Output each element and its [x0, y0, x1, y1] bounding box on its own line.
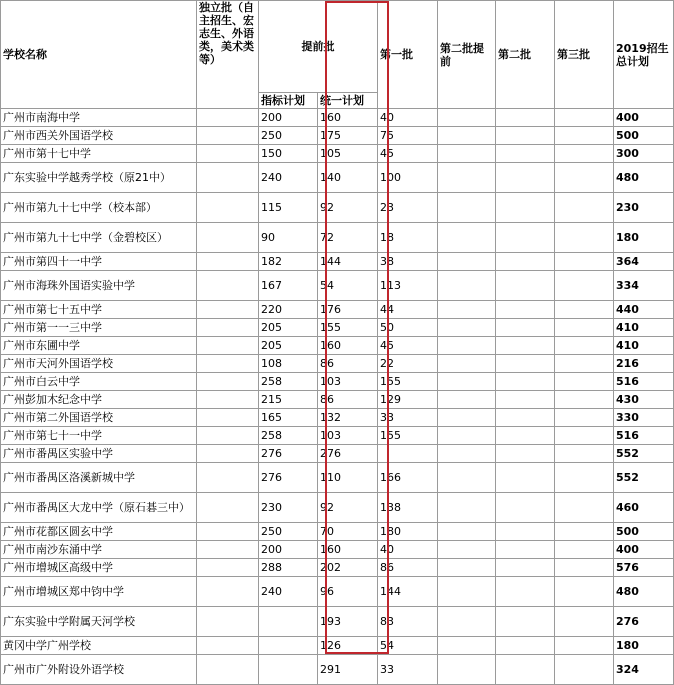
batch1-cell: 45: [378, 145, 438, 163]
independent-cell: [197, 559, 259, 577]
independent-cell: [197, 637, 259, 655]
header-early: 提前批: [259, 1, 378, 93]
unified-cell: 103: [318, 373, 378, 391]
school-name-cell: 广州市第四十一中学: [1, 253, 197, 271]
batch3-cell: [555, 271, 614, 301]
batch2-early-cell: [438, 559, 496, 577]
header-batch1: 第一批: [378, 1, 438, 109]
batch2-early-cell: [438, 271, 496, 301]
header-batch2-early: 第二批提前: [438, 1, 496, 109]
batch1-cell: 44: [378, 301, 438, 319]
quota-cell: 230: [259, 493, 318, 523]
total-cell: 400: [614, 541, 674, 559]
table-row: [1, 607, 674, 637]
independent-cell: [197, 427, 259, 445]
independent-cell: [197, 223, 259, 253]
batch2-early-cell: [438, 541, 496, 559]
total-cell: 364: [614, 253, 674, 271]
total-cell: 430: [614, 391, 674, 409]
school-name-cell: 广州市番禺区洛溪新城中学: [1, 463, 197, 493]
header-batch2: 第二批: [496, 1, 555, 109]
unified-cell: 103: [318, 427, 378, 445]
batch3-cell: [555, 655, 614, 685]
unified-cell: 276: [318, 445, 378, 463]
batch1-cell: 129: [378, 391, 438, 409]
table-row: [1, 319, 674, 337]
total-cell: 276: [614, 607, 674, 637]
quota-cell: 220: [259, 301, 318, 319]
unified-cell: 144: [318, 253, 378, 271]
batch2-early-cell: [438, 655, 496, 685]
batch1-cell: 18: [378, 223, 438, 253]
school-name-cell: 广东实验中学越秀学校（原21中）: [1, 163, 197, 193]
batch2-early-cell: [438, 355, 496, 373]
batch2-early-cell: [438, 145, 496, 163]
batch2-cell: [496, 145, 555, 163]
quota-cell: [259, 637, 318, 655]
independent-cell: [197, 463, 259, 493]
independent-cell: [197, 655, 259, 685]
header-quota: 指标计划: [259, 93, 318, 109]
batch3-cell: [555, 607, 614, 637]
total-cell: 500: [614, 127, 674, 145]
total-cell: 440: [614, 301, 674, 319]
table-row: [1, 127, 674, 145]
quota-cell: 250: [259, 127, 318, 145]
unified-cell: 193: [318, 607, 378, 637]
school-name-cell: 广州市增城区高级中学: [1, 559, 197, 577]
batch2-cell: [496, 655, 555, 685]
batch2-cell: [496, 319, 555, 337]
independent-cell: [197, 301, 259, 319]
school-name-cell: 广州市第二外国语学校: [1, 409, 197, 427]
batch1-cell: 138: [378, 493, 438, 523]
table-row: [1, 463, 674, 493]
batch3-cell: [555, 577, 614, 607]
unified-cell: 92: [318, 493, 378, 523]
quota-cell: 250: [259, 523, 318, 541]
unified-cell: 160: [318, 109, 378, 127]
unified-cell: 175: [318, 127, 378, 145]
table-row: [1, 523, 674, 541]
school-name-cell: 广州市广外附设外语学校: [1, 655, 197, 685]
school-name-cell: 广州市第九十七中学（校本部）: [1, 193, 197, 223]
batch1-cell: 33: [378, 409, 438, 427]
quota-cell: 115: [259, 193, 318, 223]
unified-cell: 96: [318, 577, 378, 607]
batch3-cell: [555, 541, 614, 559]
independent-cell: [197, 319, 259, 337]
batch3-cell: [555, 445, 614, 463]
batch3-cell: [555, 193, 614, 223]
total-cell: 552: [614, 445, 674, 463]
batch2-cell: [496, 523, 555, 541]
batch2-cell: [496, 559, 555, 577]
unified-cell: 160: [318, 541, 378, 559]
unified-cell: 86: [318, 391, 378, 409]
batch1-cell: 144: [378, 577, 438, 607]
table-row: [1, 271, 674, 301]
quota-cell: 90: [259, 223, 318, 253]
batch3-cell: [555, 253, 614, 271]
unified-cell: 155: [318, 319, 378, 337]
batch3-cell: [555, 109, 614, 127]
table-row: [1, 145, 674, 163]
batch3-cell: [555, 145, 614, 163]
batch2-early-cell: [438, 301, 496, 319]
independent-cell: [197, 577, 259, 607]
unified-cell: 202: [318, 559, 378, 577]
batch2-cell: [496, 637, 555, 655]
quota-cell: 288: [259, 559, 318, 577]
batch3-cell: [555, 409, 614, 427]
table-row: [1, 409, 674, 427]
table-row: [1, 637, 674, 655]
batch2-cell: [496, 271, 555, 301]
batch2-cell: [496, 301, 555, 319]
batch3-cell: [555, 427, 614, 445]
unified-cell: 92: [318, 193, 378, 223]
unified-cell: 176: [318, 301, 378, 319]
school-name-cell: 广州市海珠外国语实验中学: [1, 271, 197, 301]
quota-cell: 205: [259, 319, 318, 337]
table-row: [1, 355, 674, 373]
batch1-cell: 180: [378, 523, 438, 541]
independent-cell: [197, 109, 259, 127]
batch2-cell: [496, 127, 555, 145]
batch1-cell: 83: [378, 607, 438, 637]
school-name-cell: 广州市第七十五中学: [1, 301, 197, 319]
unified-cell: 70: [318, 523, 378, 541]
total-cell: 400: [614, 109, 674, 127]
batch2-cell: [496, 391, 555, 409]
total-cell: 480: [614, 163, 674, 193]
batch2-early-cell: [438, 319, 496, 337]
batch1-cell: [378, 445, 438, 463]
independent-cell: [197, 337, 259, 355]
quota-cell: 276: [259, 445, 318, 463]
quota-cell: 258: [259, 427, 318, 445]
independent-cell: [197, 373, 259, 391]
batch2-early-cell: [438, 463, 496, 493]
total-cell: 552: [614, 463, 674, 493]
school-name-cell: 广东实验中学附属天河学校: [1, 607, 197, 637]
batch2-cell: [496, 409, 555, 427]
batch2-early-cell: [438, 409, 496, 427]
batch3-cell: [555, 637, 614, 655]
table-row: [1, 193, 674, 223]
unified-cell: 105: [318, 145, 378, 163]
batch2-early-cell: [438, 493, 496, 523]
batch1-cell: 54: [378, 637, 438, 655]
batch2-early-cell: [438, 109, 496, 127]
batch1-cell: 45: [378, 337, 438, 355]
total-cell: 180: [614, 223, 674, 253]
unified-cell: 140: [318, 163, 378, 193]
batch2-cell: [496, 427, 555, 445]
school-name-cell: 广州市南沙东涌中学: [1, 541, 197, 559]
batch3-cell: [555, 301, 614, 319]
quota-cell: [259, 655, 318, 685]
total-cell: 410: [614, 337, 674, 355]
batch2-cell: [496, 373, 555, 391]
table-row: [1, 577, 674, 607]
unified-cell: 86: [318, 355, 378, 373]
total-cell: 500: [614, 523, 674, 541]
unified-cell: 72: [318, 223, 378, 253]
total-cell: 576: [614, 559, 674, 577]
quota-cell: 182: [259, 253, 318, 271]
batch2-early-cell: [438, 337, 496, 355]
school-name-cell: 广州市第一一三中学: [1, 319, 197, 337]
table-row: [1, 559, 674, 577]
school-name-cell: 广州市天河外国语学校: [1, 355, 197, 373]
batch2-early-cell: [438, 253, 496, 271]
batch2-early-cell: [438, 607, 496, 637]
batch2-early-cell: [438, 427, 496, 445]
batch3-cell: [555, 463, 614, 493]
school-name-cell: 广州市东圃中学: [1, 337, 197, 355]
table-row: [1, 373, 674, 391]
batch3-cell: [555, 223, 614, 253]
total-cell: 330: [614, 409, 674, 427]
batch3-cell: [555, 559, 614, 577]
table-row: [1, 391, 674, 409]
total-cell: 216: [614, 355, 674, 373]
batch2-cell: [496, 109, 555, 127]
batch1-cell: 40: [378, 109, 438, 127]
header-total: 2019招生总计划: [614, 1, 674, 109]
total-cell: 300: [614, 145, 674, 163]
quota-cell: 205: [259, 337, 318, 355]
total-cell: 324: [614, 655, 674, 685]
independent-cell: [197, 253, 259, 271]
school-name-cell: 广州市第七十一中学: [1, 427, 197, 445]
quota-cell: 215: [259, 391, 318, 409]
independent-cell: [197, 355, 259, 373]
batch1-cell: 40: [378, 541, 438, 559]
quota-cell: 200: [259, 541, 318, 559]
unified-cell: 160: [318, 337, 378, 355]
header-school: 学校名称: [1, 1, 197, 109]
independent-cell: [197, 493, 259, 523]
table-row: [1, 163, 674, 193]
total-cell: 460: [614, 493, 674, 523]
table-row: [1, 253, 674, 271]
batch2-early-cell: [438, 223, 496, 253]
unified-cell: 132: [318, 409, 378, 427]
school-name-cell: 广州市增城区郑中钧中学: [1, 577, 197, 607]
independent-cell: [197, 163, 259, 193]
quota-cell: 200: [259, 109, 318, 127]
table-row: [1, 427, 674, 445]
total-cell: 180: [614, 637, 674, 655]
table-row: [1, 655, 674, 685]
independent-cell: [197, 541, 259, 559]
quota-cell: 108: [259, 355, 318, 373]
school-name-cell: 广州市花都区圆玄中学: [1, 523, 197, 541]
batch2-cell: [496, 607, 555, 637]
table-row: [1, 223, 674, 253]
total-cell: 410: [614, 319, 674, 337]
table-row: [1, 301, 674, 319]
batch2-early-cell: [438, 127, 496, 145]
quota-cell: 258: [259, 373, 318, 391]
batch1-cell: 155: [378, 373, 438, 391]
batch2-cell: [496, 253, 555, 271]
independent-cell: [197, 391, 259, 409]
batch2-cell: [496, 355, 555, 373]
independent-cell: [197, 271, 259, 301]
batch2-cell: [496, 445, 555, 463]
batch2-early-cell: [438, 163, 496, 193]
school-name-cell: 广州市第九十七中学（金碧校区）: [1, 223, 197, 253]
header-independent: 独立批（自主招生、宏志生、外语类，美术类等）: [197, 1, 259, 109]
batch2-cell: [496, 493, 555, 523]
table-row: [1, 493, 674, 523]
unified-cell: 291: [318, 655, 378, 685]
unified-cell: 54: [318, 271, 378, 301]
batch3-cell: [555, 523, 614, 541]
batch3-cell: [555, 493, 614, 523]
batch3-cell: [555, 127, 614, 145]
table-row: [1, 445, 674, 463]
batch3-cell: [555, 373, 614, 391]
batch3-cell: [555, 337, 614, 355]
independent-cell: [197, 127, 259, 145]
batch2-cell: [496, 463, 555, 493]
batch2-cell: [496, 223, 555, 253]
quota-cell: 165: [259, 409, 318, 427]
batch2-early-cell: [438, 391, 496, 409]
quota-cell: 276: [259, 463, 318, 493]
quota-cell: [259, 607, 318, 637]
batch2-early-cell: [438, 577, 496, 607]
batch2-early-cell: [438, 523, 496, 541]
batch1-cell: 33: [378, 655, 438, 685]
batch2-cell: [496, 337, 555, 355]
batch2-early-cell: [438, 373, 496, 391]
batch1-cell: 23: [378, 193, 438, 223]
header-batch3: 第三批: [555, 1, 614, 109]
batch2-cell: [496, 577, 555, 607]
table-row: [1, 109, 674, 127]
independent-cell: [197, 523, 259, 541]
school-name-cell: 广州市番禺区大龙中学（原石碁三中）: [1, 493, 197, 523]
total-cell: 334: [614, 271, 674, 301]
quota-cell: 150: [259, 145, 318, 163]
school-name-cell: 黄冈中学广州学校: [1, 637, 197, 655]
school-name-cell: 广州市第十七中学: [1, 145, 197, 163]
unified-cell: 110: [318, 463, 378, 493]
batch2-early-cell: [438, 193, 496, 223]
batch1-cell: 50: [378, 319, 438, 337]
independent-cell: [197, 607, 259, 637]
independent-cell: [197, 145, 259, 163]
batch2-cell: [496, 541, 555, 559]
batch1-cell: 155: [378, 427, 438, 445]
total-cell: 516: [614, 427, 674, 445]
batch2-early-cell: [438, 637, 496, 655]
total-cell: 516: [614, 373, 674, 391]
total-cell: 230: [614, 193, 674, 223]
independent-cell: [197, 193, 259, 223]
independent-cell: [197, 445, 259, 463]
school-name-cell: 广州市西关外国语学校: [1, 127, 197, 145]
batch1-cell: 38: [378, 253, 438, 271]
batch1-cell: 22: [378, 355, 438, 373]
batch1-cell: 100: [378, 163, 438, 193]
school-name-cell: 广州市番禺区实验中学: [1, 445, 197, 463]
batch3-cell: [555, 163, 614, 193]
quota-cell: 240: [259, 163, 318, 193]
batch3-cell: [555, 355, 614, 373]
batch2-cell: [496, 163, 555, 193]
batch1-cell: 75: [378, 127, 438, 145]
school-name-cell: 广州市南海中学: [1, 109, 197, 127]
batch1-cell: 113: [378, 271, 438, 301]
unified-cell: 126: [318, 637, 378, 655]
total-cell: 480: [614, 577, 674, 607]
school-name-cell: 广州市白云中学: [1, 373, 197, 391]
batch1-cell: 166: [378, 463, 438, 493]
batch3-cell: [555, 391, 614, 409]
batch1-cell: 86: [378, 559, 438, 577]
table-row: [1, 541, 674, 559]
quota-cell: 240: [259, 577, 318, 607]
table-row: [1, 337, 674, 355]
school-name-cell: 广州彭加木纪念中学: [1, 391, 197, 409]
batch2-early-cell: [438, 445, 496, 463]
batch2-cell: [496, 193, 555, 223]
header-unified: 统一计划: [318, 93, 378, 109]
quota-cell: 167: [259, 271, 318, 301]
batch3-cell: [555, 319, 614, 337]
independent-cell: [197, 409, 259, 427]
